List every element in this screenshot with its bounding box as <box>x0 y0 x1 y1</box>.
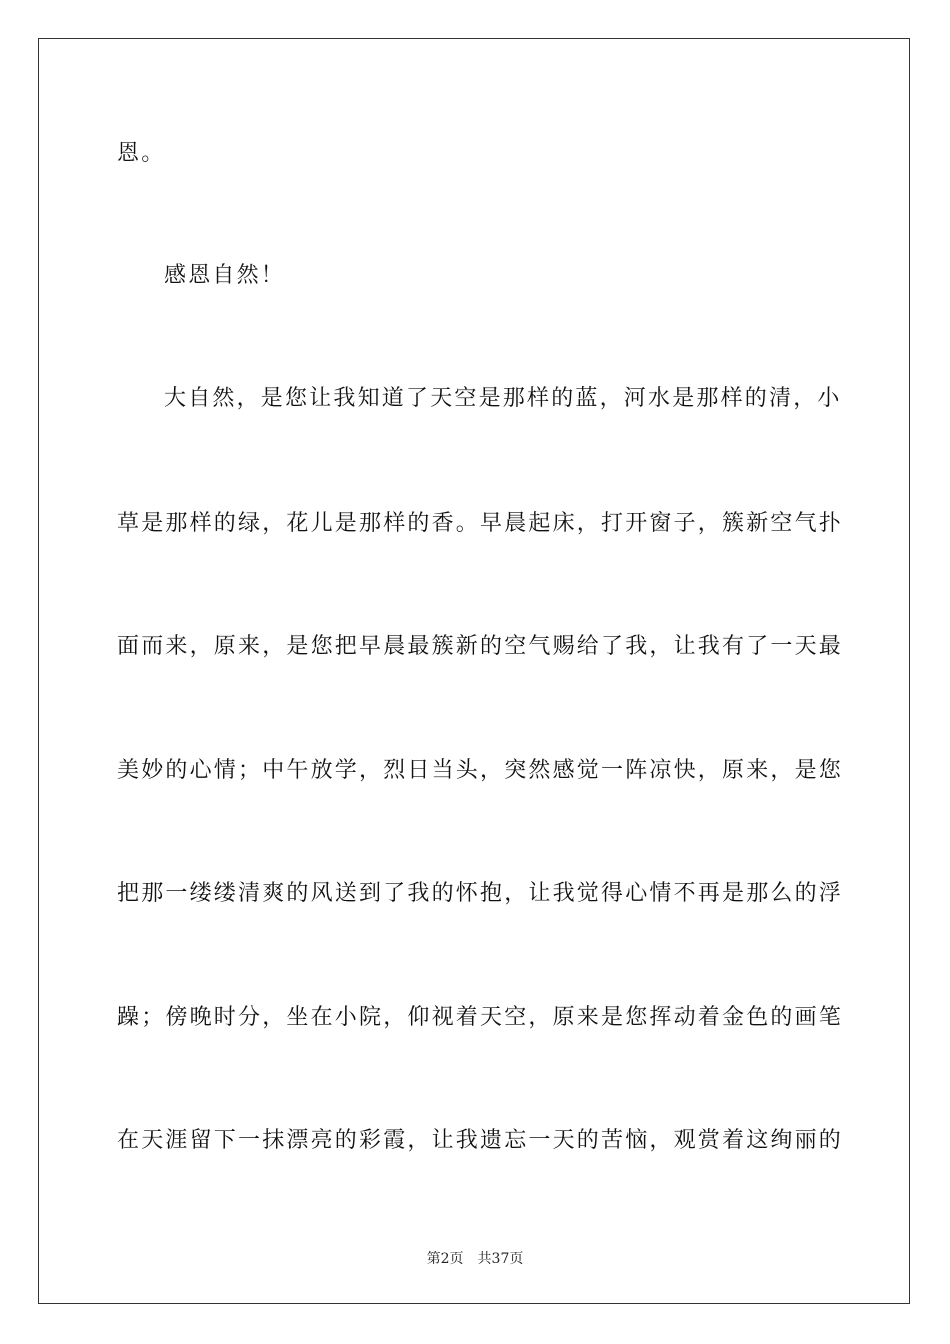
page-border <box>38 38 910 1304</box>
text-line-3: 大自然，是您让我知道了天空是那样的蓝，河水是那样的清，小 <box>164 386 842 411</box>
text-line-7: 把那一缕缕清爽的风送到了我的怀抱，让我觉得心情不再是那么的浮 <box>117 881 844 906</box>
text-line-8: 躁；傍晚时分，坐在小院，仰视着天空，原来是您挥动着金色的画笔 <box>117 1005 844 1030</box>
text-line-6: 美妙的心情；中午放学，烈日当头，突然感觉一阵凉快，原来，是您 <box>117 758 844 783</box>
text-line-4: 草是那样的绿，花儿是那样的香。早晨起床，打开窗子，簇新空气扑 <box>117 511 844 536</box>
text-line-9: 在天涯留下一抹漂亮的彩霞，让我遗忘一天的苦恼，观赏着这绚丽的 <box>117 1128 844 1153</box>
page-total: 共37页 <box>477 1251 524 1267</box>
text-line-1: 恩。 <box>117 141 166 166</box>
text-line-2: 感恩自然！ <box>164 263 286 288</box>
page-number: 第2页 <box>426 1251 464 1267</box>
page-footer <box>0 1248 950 1268</box>
text-line-5: 面而来，原来，是您把早晨最簇新的空气赐给了我，让我有了一天最 <box>117 634 844 659</box>
